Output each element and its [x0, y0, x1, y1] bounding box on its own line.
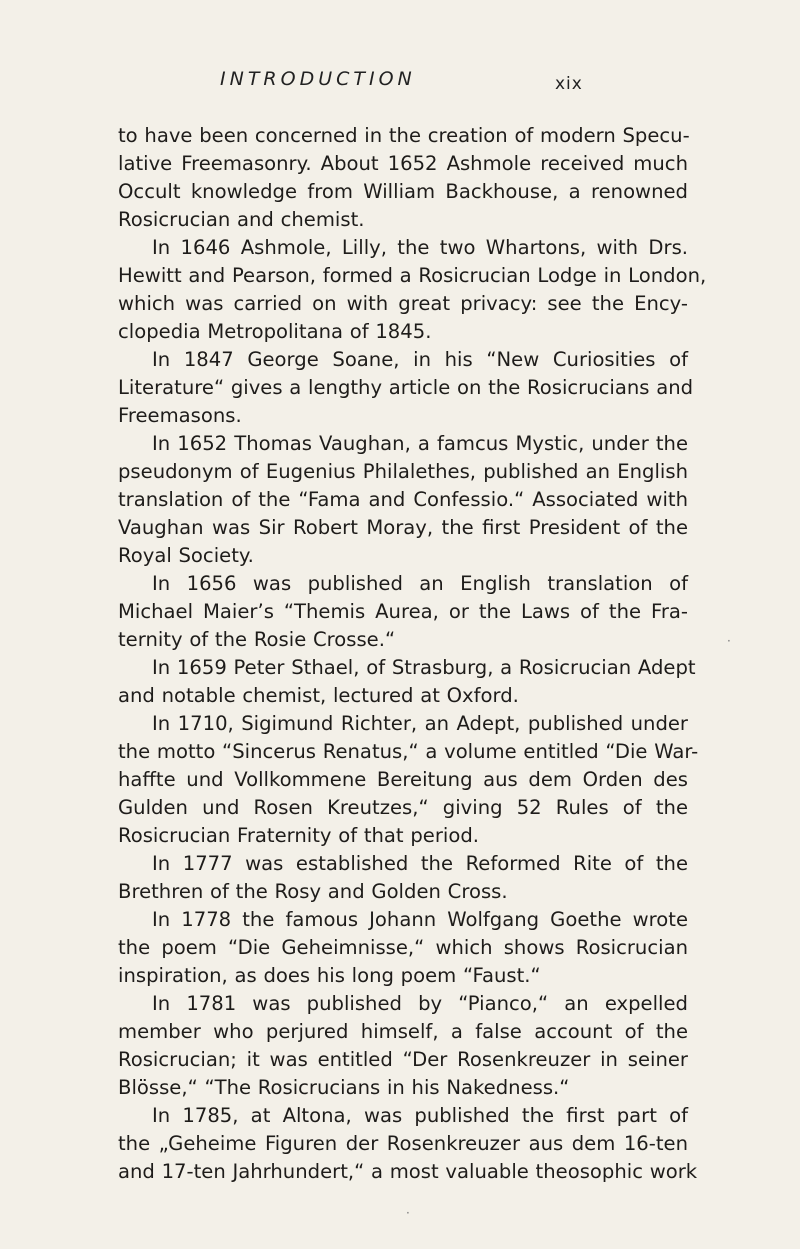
paragraph [118, 1102, 698, 1186]
paragraph [118, 654, 696, 710]
text-line: In 1777 was established the Reformed Rite of the [152, 852, 688, 875]
paragraph [118, 346, 694, 430]
text-line: haffte und Vollkommene Bereitung aus dem Orden des [118, 768, 688, 791]
text-line: Brethren of the Rosy and Golden Cross. [118, 880, 508, 903]
running-title: INTRODUCTION [220, 68, 416, 90]
text-line: Gulden und Rosen Kreutzes,“ giving 52 Rules of the [118, 796, 688, 819]
text-line: In 1710, Sigimund Richter, an Adept, published under [152, 712, 688, 735]
text-line: and 17-ten Jahrhundert,“ a most valuable theosophic work [118, 1160, 698, 1183]
text-line: member who perjured himself, a false account of the [118, 1020, 688, 1043]
paragraph [118, 906, 688, 990]
text-line: Rosicrucian Fraternity of that period. [118, 824, 479, 847]
paragraph [118, 990, 688, 1102]
page-number: xix [555, 74, 583, 94]
text-line: Occult knowledge from William Backhouse, a renowned [118, 180, 688, 203]
paragraph [118, 122, 688, 234]
paragraph [118, 850, 688, 906]
text-line: the motto “Sincerus Renatus,“ a volume entitled “Die War- [118, 740, 699, 763]
text-line: Hewitt and Pearson, formed a Rosicrucian Lodge in London, [118, 264, 707, 287]
text-line: Literature“ gives a lengthy article on the Rosicrucians and [118, 376, 694, 399]
text-line: In 1652 Thomas Vaughan, a famcus Mystic, under the [152, 432, 688, 455]
paragraph [118, 234, 707, 346]
paper-speck: · [406, 1206, 410, 1220]
text-line: In 1659 Peter Sthael, of Strasburg, a Rosicrucian Adept [152, 656, 696, 679]
text-line: lative Freemasonry. About 1652 Ashmole received much [118, 152, 688, 175]
text-line: inspiration, as does his long poem “Faust.“ [118, 964, 541, 987]
paper-speck: · [727, 634, 731, 648]
text-line: In 1785, at Altona, was published the first part of [152, 1104, 688, 1127]
text-line: In 1656 was published an English translation of [152, 572, 688, 595]
text-line: the poem “Die Geheimnisse,“ which shows Rosicrucian [118, 936, 688, 959]
text-line: and notable chemist, lectured at Oxford. [118, 684, 519, 707]
text-line: which was carried on with great privacy: see the Ency- [118, 292, 688, 315]
text-line: clopedia Metropolitana of 1845. [118, 320, 432, 343]
text-line: the „Geheime Figuren der Rosenkreuzer aus dem 16-ten [118, 1132, 688, 1155]
text-line: Rosicrucian; it was entitled “Der Rosenkreuzer in seiner [118, 1048, 688, 1071]
paragraph [118, 570, 688, 654]
text-line: In 1847 George Soane, in his “New Curiosities of [152, 348, 688, 371]
text-line: In 1778 the famous Johann Wolfgang Goethe wrote [152, 908, 688, 931]
running-head [0, 68, 800, 98]
paragraph [118, 710, 699, 850]
text-line: translation of the “Fama and Confessio.“ Associated with [118, 488, 688, 511]
paragraph [118, 430, 688, 570]
text-line: to have been concerned in the creation of modern Specu- [118, 124, 690, 147]
text-line: Michael Maier’s “Themis Aurea, or the Laws of the Fra- [118, 600, 688, 623]
text-line: Rosicrucian and chemist. [118, 208, 365, 231]
text-line: pseudonym of Eugenius Philalethes, published an English [118, 460, 688, 483]
text-line: Freemasons. [118, 404, 242, 427]
text-line: In 1781 was published by “Pianco,“ an expelled [152, 992, 688, 1015]
text-line: Vaughan was Sir Robert Moray, the first President of the [118, 516, 688, 539]
body-text [118, 122, 707, 1186]
text-line: In 1646 Ashmole, Lilly, the two Whartons, with Drs. [152, 236, 688, 259]
text-line: Royal Society. [118, 544, 254, 567]
text-line: Blösse,“ “The Rosicrucians in his Nakedness.“ [118, 1076, 570, 1099]
text-line: ternity of the Rosie Crosse.“ [118, 628, 396, 651]
